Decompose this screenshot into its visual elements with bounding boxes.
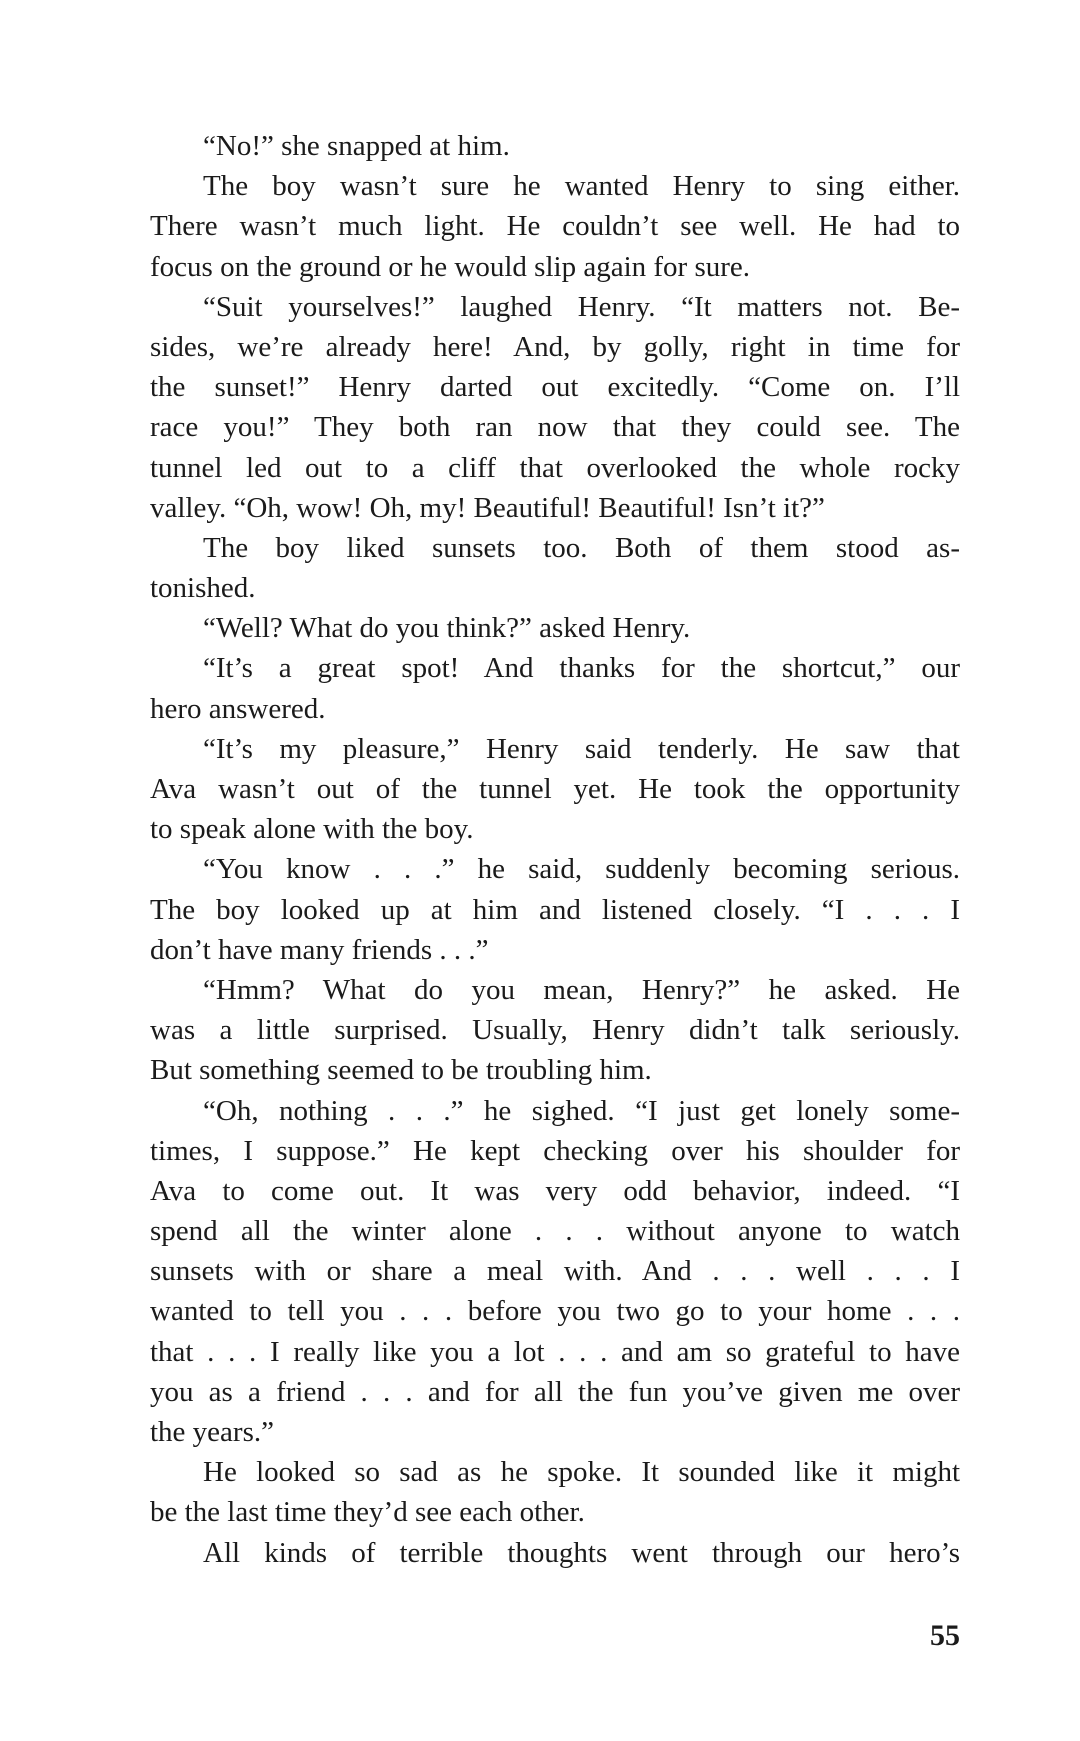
text-line: spend all the winter alone . . . without anyone to watch	[150, 1215, 960, 1248]
text-line: “Well? What do you think?” asked Henry.	[203, 612, 691, 645]
text-line: the sunset!” Henry darted out excitedly. “Come on. I’ll	[150, 371, 960, 404]
text-line: sides, we’re already here! And, by golly, right in time for	[150, 330, 960, 363]
text-line: The boy looked up at him and listened closely. “I . . . I	[150, 893, 960, 926]
text-line: The boy liked sunsets too. Both of them stood as-	[203, 531, 960, 564]
text-line: be the last time they’d see each other.	[150, 1496, 585, 1529]
text-line: Ava wasn’t out of the tunnel yet. He took the opportunity	[150, 773, 960, 805]
text-line: race you!” They both ran now that they could see. The	[150, 411, 960, 444]
text-line: “Hmm? What do you mean, Henry?” he asked. He	[203, 973, 960, 1006]
text-line: that . . . I really like you a lot . . . and am so grateful to have	[150, 1335, 960, 1368]
text-line: sunsets with or share a meal with. And . . . well . . . I	[150, 1255, 960, 1288]
text-line: “You know . . .” he said, suddenly becoming serious.	[203, 853, 960, 886]
text-line: wanted to tell you . . . before you two go to your home . . .	[150, 1295, 960, 1328]
text-line: valley. “Oh, wow! Oh, my! Beautiful! Beautiful! Isn’t it?”	[150, 491, 825, 524]
text-line: times, I suppose.” He kept checking over his shoulder for	[150, 1134, 960, 1167]
text-line: But something seemed to be troubling him.	[150, 1054, 652, 1087]
text-line: to speak alone with the boy.	[150, 813, 474, 846]
page-number: 55	[930, 1619, 960, 1652]
text-line: He looked so sad as he spoke. It sounded like it might	[203, 1456, 960, 1489]
text-line: “It’s my pleasure,” Henry said tenderly. He saw that	[203, 732, 960, 765]
text-line: hero answered.	[150, 692, 326, 725]
text-line: tunnel led out to a cliff that overlooked the whole rocky	[150, 451, 960, 484]
text-line: the years.”	[150, 1416, 274, 1448]
text-line: don’t have many friends . . .”	[150, 933, 489, 966]
text-line: Ava to come out. It was very odd behavior, indeed. “I	[150, 1174, 960, 1207]
text-line: “Suit yourselves!” laughed Henry. “It matters not. Be-	[203, 290, 960, 323]
text-line: focus on the ground or he would slip again for sure.	[150, 250, 751, 283]
text-line: The boy wasn’t sure he wanted Henry to sing either.	[203, 170, 960, 203]
text-line: There wasn’t much light. He couldn’t see well. He had to	[150, 210, 960, 243]
text-line: “It’s a great spot! And thanks for the shortcut,” our	[203, 652, 960, 685]
text-line: tonished.	[150, 572, 256, 605]
text-line: “No!” she snapped at him.	[203, 130, 510, 162]
text-line: you as a friend . . . and for all the fun you’ve given me over	[150, 1375, 960, 1408]
text-line: “Oh, nothing . . .” he sighed. “I just get lonely some-	[203, 1094, 960, 1127]
text-line: was a little surprised. Usually, Henry didn’t talk seriously.	[150, 1014, 960, 1047]
text-line: All kinds of terrible thoughts went through our hero’s	[203, 1536, 960, 1569]
page-text	[150, 126, 960, 1573]
